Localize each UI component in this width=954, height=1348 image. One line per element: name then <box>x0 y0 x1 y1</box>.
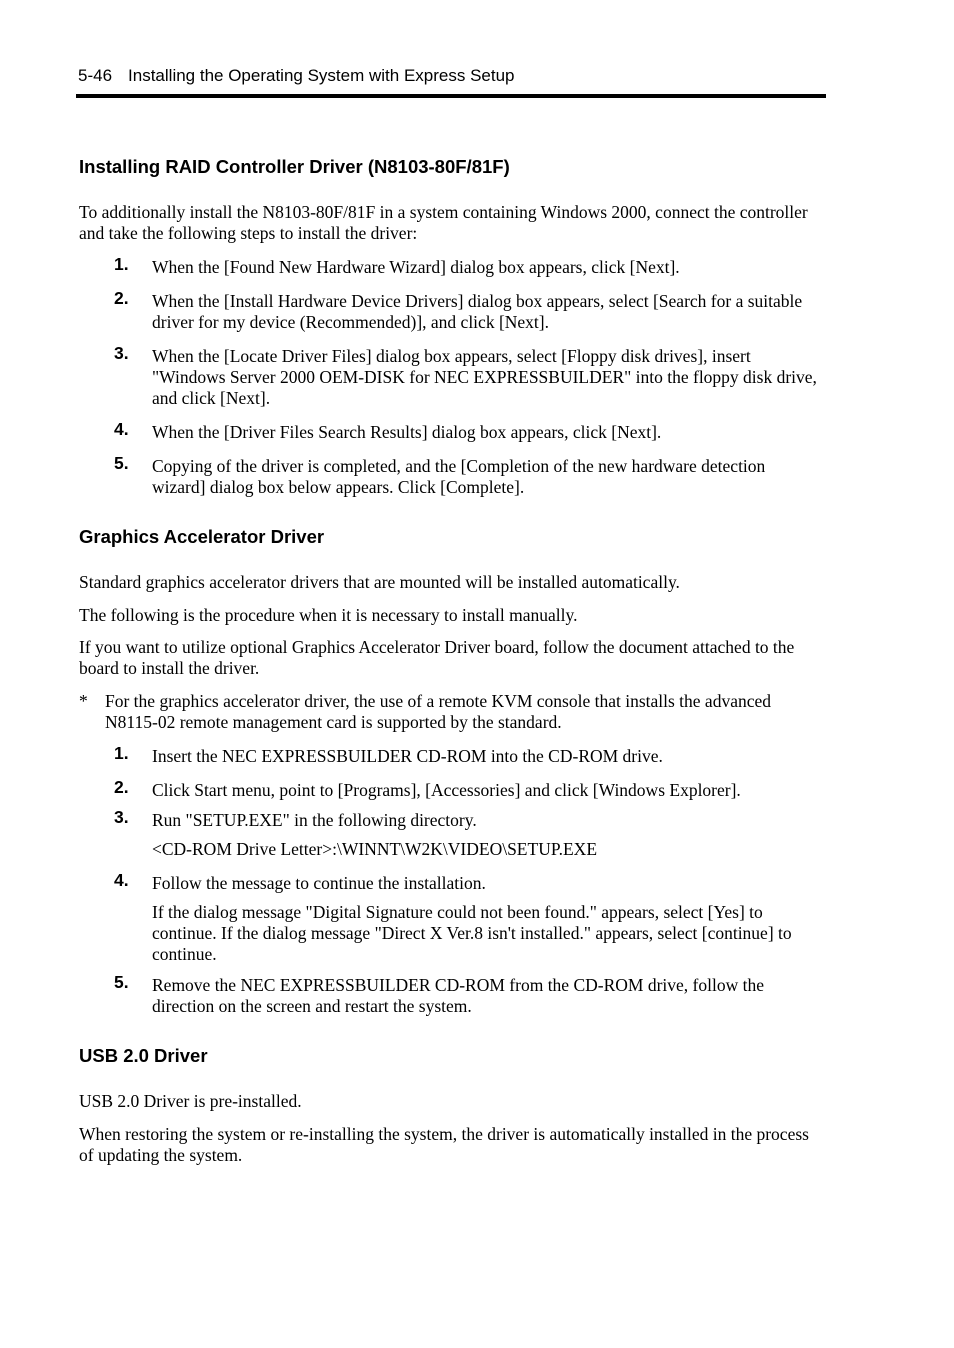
page-content <box>79 154 819 1166</box>
running-header <box>78 64 515 88</box>
step-number: 5. <box>114 453 129 473</box>
usb-paragraph-1: USB 2.0 Driver is pre-installed. <box>79 1091 302 1111</box>
raid-step-5 <box>79 453 819 498</box>
usb-heading: USB 2.0 Driver <box>79 1045 208 1066</box>
step-text: Click Start menu, point to [Programs], [Accessories] and click [Windows Explorer]. <box>152 780 741 800</box>
step-text: Remove the NEC EXPRESSBUILDER CD-ROM from the CD-ROM drive, follow the direction on the screen and restart the system. <box>152 975 764 1016</box>
graphics-paragraph-3: If you want to utilize optional Graphics Accelerator Driver board, follow the document attached to the board to install the driver. <box>79 637 795 678</box>
step-text: Run "SETUP.EXE" in the following directory. <box>152 810 477 830</box>
step-number: 3. <box>114 807 129 827</box>
graphics-step-1 <box>79 743 819 767</box>
raid-step-3 <box>79 343 819 409</box>
step-number: 1. <box>114 254 129 274</box>
step-number: 4. <box>114 419 129 439</box>
graphics-paragraph-2: The following is the procedure when it is necessary to install manually. <box>79 605 578 625</box>
step-text: Insert the NEC EXPRESSBUILDER CD-ROM into the CD-ROM drive. <box>152 746 663 766</box>
step-text: When the [Locate Driver Files] dialog box appears, select [Floppy disk drives], insert "Windows Server 2000 OEM-DISK for NEC EXPRESSBUILDER" into the floppy disk drive, and click [Next]. <box>152 346 817 408</box>
raid-heading: Installing RAID Controller Driver (N8103-80F/81F) <box>79 156 510 177</box>
graphics-step-2 <box>79 777 819 801</box>
step-text: When the [Driver Files Search Results] dialog box appears, click [Next]. <box>152 422 662 442</box>
usb-paragraph-2: When restoring the system or re-installing the system, the driver is automatically installed in the process of updating the system. <box>79 1124 809 1165</box>
note-asterisk: * <box>79 691 88 711</box>
graphics-step-4 <box>79 870 819 965</box>
page-number: 5-46 <box>78 66 113 85</box>
raid-step-4 <box>79 419 819 443</box>
note-text: For the graphics accelerator driver, the use of a remote KVM console that installs the advanced N8115-02 remote management card is supported by the standard. <box>105 691 771 732</box>
graphics-heading: Graphics Accelerator Driver <box>79 526 325 547</box>
step-number: 2. <box>114 777 129 797</box>
directory-path: <CD-ROM Drive Letter>:\WINNT\W2K\VIDEO\SETUP.EXE <box>152 839 598 859</box>
raid-steps <box>79 254 819 498</box>
graphics-step-5 <box>79 972 819 1017</box>
chapter-title: Installing the Operating System with Express Setup <box>128 66 515 85</box>
step-number: 4. <box>114 870 129 890</box>
step-text: Copying of the driver is completed, and the [Completion of the new hardware detection wizard] dialog box below appears. Click [Complete]. <box>152 456 766 497</box>
graphics-paragraph-1: Standard graphics accelerator drivers that are mounted will be installed automatically. <box>79 572 680 592</box>
step-detail: If the dialog message "Digital Signature could not been found." appears, select [Yes] to continue. If the dialog message "Direct X Ver.8 isn't installed." appears, select [continue] to continue. <box>152 902 792 964</box>
raid-step-1 <box>79 254 819 278</box>
graphics-steps <box>79 743 819 1017</box>
header-rule <box>76 94 826 98</box>
step-text: Follow the message to continue the installation. <box>152 873 486 893</box>
graphics-step-3 <box>79 807 819 860</box>
step-number: 1. <box>114 743 129 763</box>
step-text: When the [Install Hardware Device Drivers] dialog box appears, select [Search for a suitable driver for my device (Recommended)], and click [Next]. <box>152 291 803 332</box>
raid-step-2 <box>79 288 819 333</box>
graphics-note <box>79 691 819 733</box>
step-number: 3. <box>114 343 129 363</box>
step-text: When the [Found New Hardware Wizard] dialog box appears, click [Next]. <box>152 257 680 277</box>
step-number: 5. <box>114 972 129 992</box>
step-number: 2. <box>114 288 129 308</box>
raid-intro: To additionally install the N8103-80F/81F in a system containing Windows 2000, connect the controller and take the following steps to install the driver: <box>79 202 808 243</box>
